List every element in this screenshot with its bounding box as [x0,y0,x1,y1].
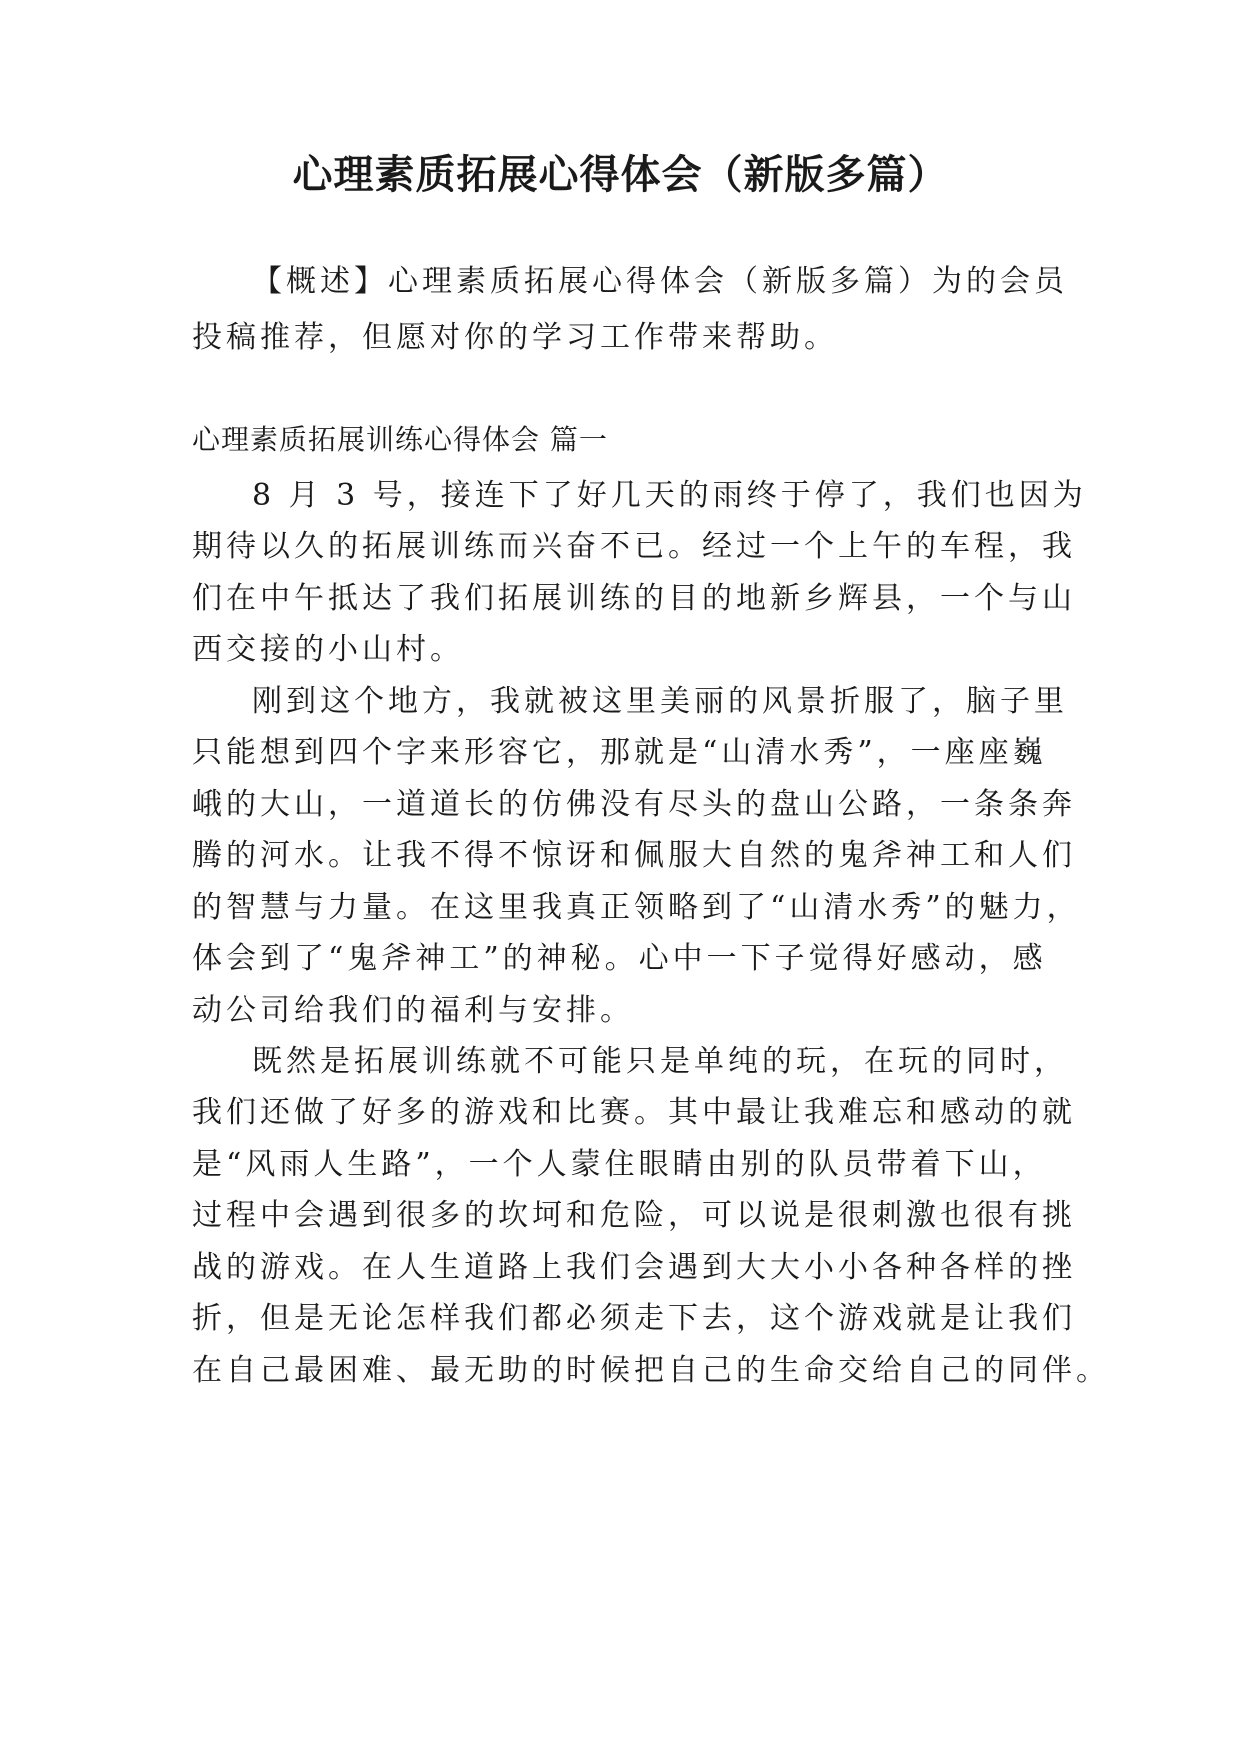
paragraph-line: 体会到了“鬼斧神工”的神秘。心中一下子觉得好感动，感 [192,941,1047,976]
paragraph-line: 我们还做了好多的游戏和比赛。其中最让我难忘和感动的就 [192,1095,1076,1130]
paragraph-line: 刚到这个地方，我就被这里美丽的风景折服了，脑子里 [252,684,1068,719]
paragraph-line: 腾的河水。让我不得不惊讶和佩服大自然的鬼斧神工和人们 [192,838,1076,873]
summary-line: 【概述】心理素质拓展心得体会（新版多篇）为的会员 [252,264,1068,299]
paragraph-line: 期待以久的拓展训练而兴奋不已。经过一个上午的车程，我 [192,529,1076,564]
paragraph-line: 战的游戏。在人生道路上我们会遇到大大小小各种各样的挫 [192,1250,1076,1285]
paragraph-line: 动公司给我们的福利与安排。 [192,993,634,1028]
document-title: 心理素质拓展心得体会（新版多篇） [292,152,949,198]
summary-line: 投稿推荐，但愿对你的学习工作带来帮助。 [192,320,838,355]
paragraph-line: 折，但是无论怎样我们都必须走下去，这个游戏就是让我们 [192,1301,1076,1336]
paragraph-line: 的智慧与力量。在这里我真正领略到了“山清水秀”的魅力， [192,890,1081,925]
paragraph-line: 既然是拓展训练就不可能只是单纯的玩，在玩的同时， [252,1044,1068,1079]
paragraph-line: 过程中会遇到很多的坎坷和危险，可以说是很刺激也很有挑 [192,1198,1076,1233]
paragraph-line: 是“风雨人生路”，一个人蒙住眼睛由别的队员带着下山， [192,1147,1047,1182]
paragraph-line: 们在中午抵达了我们拓展训练的目的地新乡辉县，一个与山 [192,581,1076,616]
paragraph-line: 西交接的小山村。 [192,632,464,667]
paragraph-line: 在自己最困难、最无助的时候把自己的生命交给自己的同伴。 [192,1353,1110,1388]
paragraph-line: 8 月 3 号，接连下了好几天的雨终于停了，我们也因为 [252,478,1087,513]
paragraph-line: 峨的大山，一道道长的仿佛没有尽头的盘山公路，一条条奔 [192,787,1076,822]
section-heading: 心理素质拓展训练心得体会 篇一 [192,423,608,456]
paragraph-line: 只能想到四个字来形容它，那就是“山清水秀”，一座座巍 [192,735,1047,770]
